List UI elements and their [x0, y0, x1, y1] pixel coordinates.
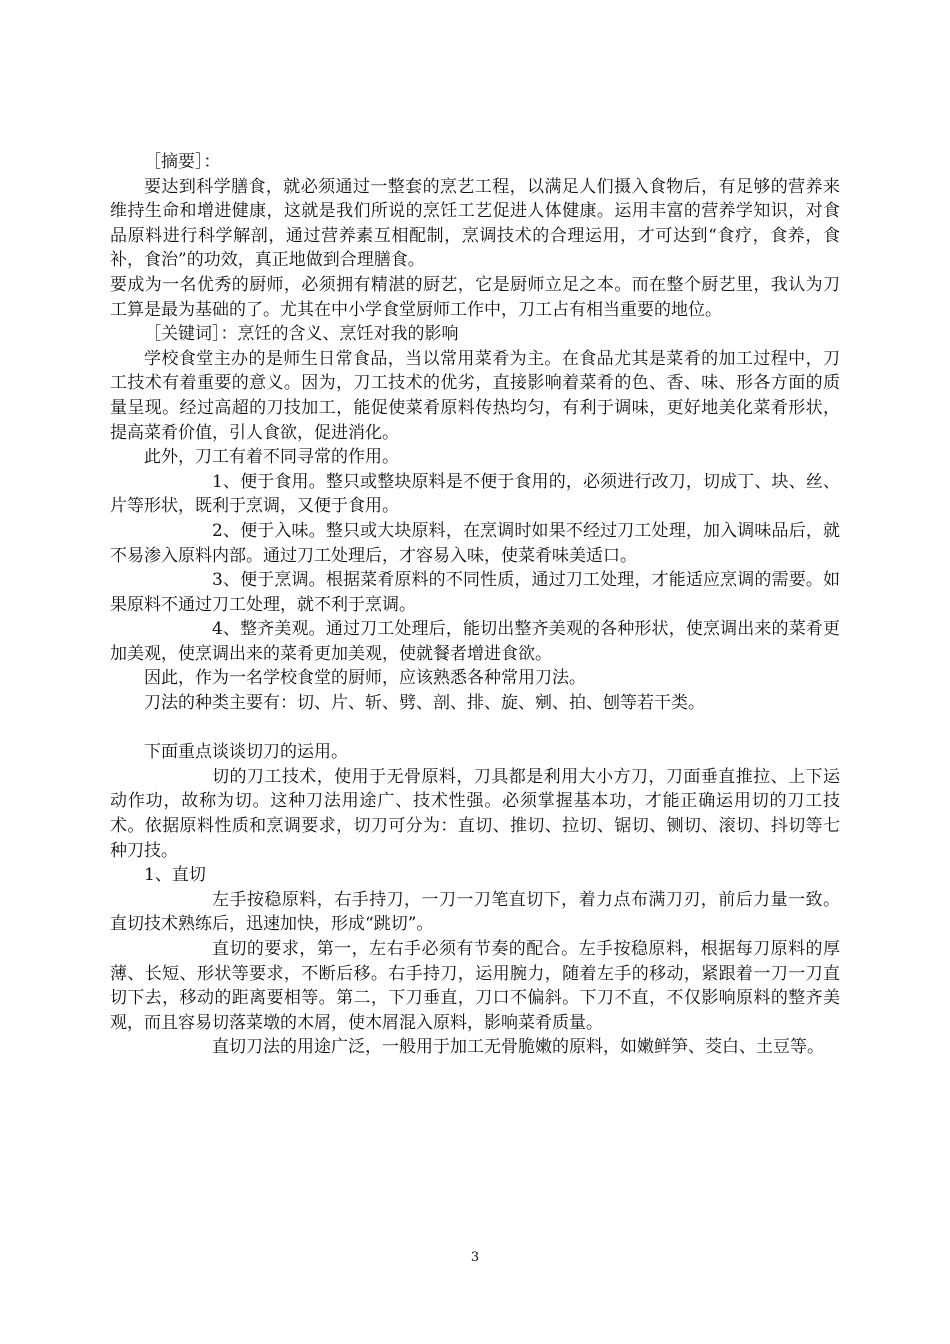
body-paragraph: 刀法的种类主要有：切、片、斩、劈、剖、排、旋、剜、拍、刨等若干类。 — [144, 693, 705, 714]
body-paragraph: 直切刀法的用途广泛，一般用于加工无骨脆嫩的原料，如嫩鲜笋、茭白、土豆等。 — [212, 1037, 824, 1058]
list-item: 2、便于入味。整只或大块原料，在烹调时如果不经过刀工处理，加入调味品后，就不易渗入原料内部。通过刀工处理后，才容易入味，使菜肴味美适口。 — [110, 520, 840, 566]
body-paragraph: 此外，刀工有着不同寻常的作用。 — [144, 447, 399, 468]
keywords-line: ［关键词］：烹饪的含义、烹饪对我的影响 — [144, 324, 459, 345]
list-item: 1、便于食用。整只或整块原料是不便于食用的，必须进行改刀，切成丁、块、丝、片等形状，既利于烹调，又便于食用。 — [110, 471, 840, 517]
list-item: 3、便于烹调。根据菜肴原料的不同性质，通过刀工处理，才能适应烹调的需要。如果原料不通过刀工处理，就不利于烹调。 — [110, 570, 840, 615]
body-paragraph: 学校食堂主办的是师生日常食品，当以常用菜肴为主。在食品尤其是菜肴的加工过程中，刀工技术有着重要的意义。因为，刀工技术的优劣，直接影响着菜肴的色、香、味、形各方面的质量呈现。经过高超的刀技加工，能促使菜肴原料传热均匀，有利于调味，更好地美化菜肴形状，提高菜肴价值，引人食欲，促进消化。 — [110, 348, 840, 443]
blank-line — [110, 716, 840, 741]
body-paragraph: 直切的要求，第一，左右手必须有节奏的配合。左手按稳原料，根据每刀原料的厚薄、长短、形状等要求，不断后移。右手持刀，运用腕力，随着左手的移动，紧跟着一刀一刀直切下去，移动的距离要相等。第二，下刀垂直，刀口不偏斜。下刀不直，不仅影响原料的整齐美观，而且容易切落菜墩的木屑，使木屑混入原料，影响菜肴质量。 — [110, 939, 840, 1033]
list-item: 4、整齐美观。通过刀工处理后，能切出整齐美观的各种形状，使烹调出来的菜肴更加美观，使烹调出来的菜肴更加美观，使就餐者增进食欲。 — [110, 619, 840, 664]
document-body — [110, 150, 840, 1060]
abstract-paragraph-2: 要成为一名优秀的厨师，必须拥有精湛的厨艺，它是厨师立足之本。而在整个厨艺里，我认为刀工算是最为基础的了。尤其在中小学食堂厨师工作中，刀工占有相当重要的地位。 — [110, 274, 840, 320]
abstract-heading: ［摘要］： — [144, 152, 221, 172]
body-paragraph: 因此，作为一名学校食堂的厨师，应该熟悉各种常用刀法。 — [144, 668, 586, 689]
body-paragraph: 切的刀工技术，使用于无骨原料，刀具都是利用大小方刀，刀面垂直推拉、上下运动作功，故称为切。这种刀法用途广、技术性强。必须掌握基本功，才能正确运用切的刀工技术。依据原料性质和烹调要求，切刀可分为：直切、推切、拉切、锯切、铡切、滚切、抖切等七种刀技。 — [110, 766, 840, 861]
abstract-paragraph: 要达到科学膳食，就必须通过一整套的烹艺工程，以满足人们摄入食物后，有足够的营养来维持生命和增进健康，这就是我们所说的烹饪工艺促进人体健康。运用丰富的营养学知识，对食品原料进行科学解剖，通过营养素互相配制，烹调技术的合理运用，才可达到“食疗，食养，食补，食治”的功效，真正地做到合理膳食。 — [110, 176, 840, 271]
page-number: 3 — [470, 1250, 480, 1265]
body-paragraph: 左手按稳原料，右手持刀，一刀一刀笔直切下，着力点布满刀刃，前后力量一致。直切技术熟练后，迅速加快，形成“跳切”。 — [110, 889, 840, 935]
subsection-heading: 1、直切 — [144, 865, 206, 886]
section-intro: 下面重点谈谈切刀的运用。 — [144, 742, 348, 763]
